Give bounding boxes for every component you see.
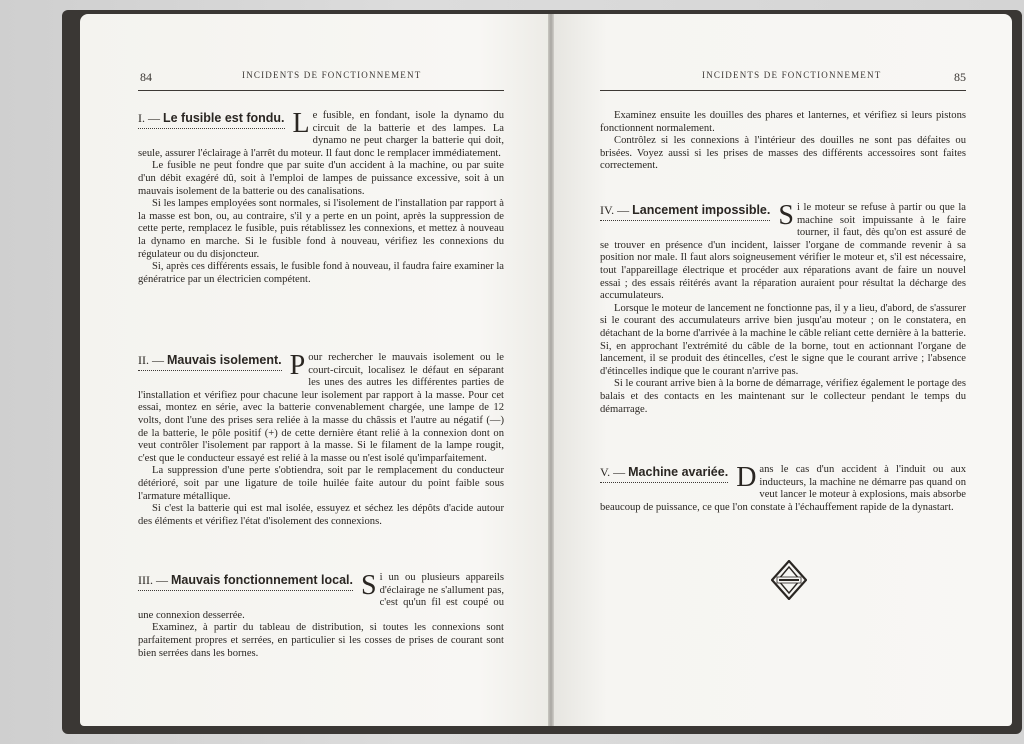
section-4-paragraph: Lorsque le moteur de lancement ne fonctionne pas, il y a lieu, d'abord, de s'assurer si le courant des accumulateurs arrive bien jusqu'au moteur ; on le constatera, en détachant de la borne d'arrivée à la machine le câble reliant cette dernière à la batterie. Si, en approchant l'extrémité du câble de la borne, tout en actionnant l'organe de lancement, il se produit des étincelles, c'est le signe que le courant arrive ; l'absence d'étincelles indique que le courant n'arrive pas. xyxy=(600,302,966,377)
section-5-lead: ans le cas d'un accident à l'induit ou aux inducteurs, la machine ne démarre pas quand on veut lancer le moteur à explosions, mais absorbe beaucoup de puissance, ce que l'on constate à l'échauffement rapide de la dynastart. xyxy=(600,464,966,513)
section-2 xyxy=(138,352,504,528)
section-1-paragraph: Si, après ces différents essais, le fusible fond à nouveau, il faudra faire examiner la génératrice par un électricien compétent. xyxy=(138,261,504,285)
section-2-lead: our rechercher le mauvais isolement ou le court-circuit, localisez le défaut en séparant les unes des autres les différentes parties de l'installation et vérifiez pour chacune leur isolement par rapport à la masse. Pour cet essai, montez en série, avec la batterie convenablement chargée, une lampe de 12 volts, dont l'une des prises sera reliée à la masse du châssis et l'autre au négatif (—) de la batterie, le pôle positif (+) de cette dernière étant relié à la connexion dont on veut contrôler l'isolement par rapport à la masse. Si le filament de la lampe rougit, c'est que le conducteur essayé est relié à la masse ou n'est isolé qu'imparfaitement. xyxy=(138,352,504,464)
section-2-paragraph: Si c'est la batterie qui est mal isolée, essuyez et séchez les dépôts d'acide autour des éléments et vérifiez l'état d'isolement des connexions. xyxy=(138,503,504,527)
section-4-lead: i le moteur se refuse à partir ou que la machine soit impuissante à le faire tourner, il faut, dès qu'on est assuré de se trouver en présence d'un incident, laisser l'organe de commande revenir à sa position nor male. Il faut alors soigneusement vérifier le moteur et, s'il est nécessaire, tout l'appareillage électrique et procéder aux réparations avant de faire un nouvel essai ; des essais réitérés avant la réparation auraient pour résultat la décharge des accumulateurs. xyxy=(600,202,966,302)
section-1-paragraph: Le fusible ne peut fondre que par suite d'un accident à la machine, ou par suite d'un débit exagéré dû, soit à l'emploi de lampes de puissance excessive, soit à un mauvais isolement de la batterie ou des canalisations. xyxy=(138,160,504,197)
continuation-text xyxy=(600,110,966,173)
renault-diamond-logo xyxy=(771,560,807,600)
section-2-paragraph: La suppression d'une perte s'obtiendra, soit par le remplacement du conducteur détérioré, soit par une ligature de toile huilée faite autour du point faible sous l'armature métallique. xyxy=(138,465,504,502)
section-3-dropcap: S xyxy=(360,570,377,601)
book-gutter xyxy=(548,14,554,726)
right-page-number: 85 xyxy=(954,70,966,84)
section-2-dropcap: P xyxy=(289,350,306,381)
section-5 xyxy=(600,464,966,514)
section-3-paragraph: Examinez, à partir du tableau de distribution, si toutes les connexions sont parfaitement propres et serrées, en particulier si les cosses de prises de courant sont bien serrées dans les bornes. xyxy=(138,622,504,659)
section-2-title: Mauvais isolement. xyxy=(167,353,282,367)
section-1-paragraph: Si les lampes employées sont normales, si l'isolement de l'installation par rapport à la masse est bon, ou, au contraire, s'il y a perte en un point, après la suppression de cette perte, remplacez le fusible, puis rétablissez les connexions, et mettez à nouveau la dynamo en marche. Si le fusible fond à nouveau, vérifiez les connexions du régulateur ou du disjoncteur. xyxy=(138,198,504,260)
continuation-paragraph: Examinez ensuite les douilles des phares et lanternes, et vérifiez si leurs pistons fonctionnent normalement. xyxy=(600,110,966,134)
section-4-title: Lancement impossible. xyxy=(632,203,771,217)
left-page-number: 84 xyxy=(140,70,152,84)
section-1-title: Le fusible est fondu. xyxy=(163,111,285,125)
section-1-lead: e fusible, en fondant, isole la dynamo du circuit de la batterie et des lampes. La dynamo ne peut charger la batterie qui doit, seule, assurer l'éclairage à l'arrêt du moteur. Il faut donc le remplacer immédiatement. xyxy=(138,110,504,159)
section-4-heading: IV. — Lancement impossible. xyxy=(600,203,770,221)
left-header-rule xyxy=(138,90,504,91)
continuation-paragraph: Contrôlez si les connexions à l'intérieur des douilles ne sont pas défaites ou brisées. Voyez aussi si les prises de masses des différents accessoires sont faites correctement. xyxy=(600,135,966,172)
section-5-dropcap: D xyxy=(736,462,757,493)
section-1-dropcap: L xyxy=(292,108,310,139)
section-3 xyxy=(138,572,504,660)
right-running-head: INCIDENTS DE FONCTIONNEMENT xyxy=(702,70,882,80)
left-running-head: INCIDENTS DE FONCTIONNEMENT xyxy=(242,70,422,80)
section-5-heading: V. — Machine avariée. xyxy=(600,465,728,483)
section-1-heading: I. — Le fusible est fondu. xyxy=(138,111,285,129)
section-4-paragraph: Si le courant arrive bien à la borne de démarrage, vérifiez également le portage des balais et des contacts en les maintenant sur le collecteur pendant le temps du démarrage. xyxy=(600,378,966,415)
section-3-title: Mauvais fonctionnement local. xyxy=(171,573,353,587)
section-2-heading: II. — Mauvais isolement. xyxy=(138,353,282,371)
section-3-lead: i un ou plusieurs appareils d'éclairage ne s'allument pas, c'est qu'un fil est coupé ou une connexion desserrée. xyxy=(138,572,504,621)
section-4 xyxy=(600,202,966,416)
section-3-heading: III. — Mauvais fonctionnement local. xyxy=(138,573,353,591)
section-1 xyxy=(138,110,504,286)
right-header-rule xyxy=(600,90,966,91)
section-5-title: Machine avariée. xyxy=(628,465,729,479)
section-4-dropcap: S xyxy=(778,200,794,231)
